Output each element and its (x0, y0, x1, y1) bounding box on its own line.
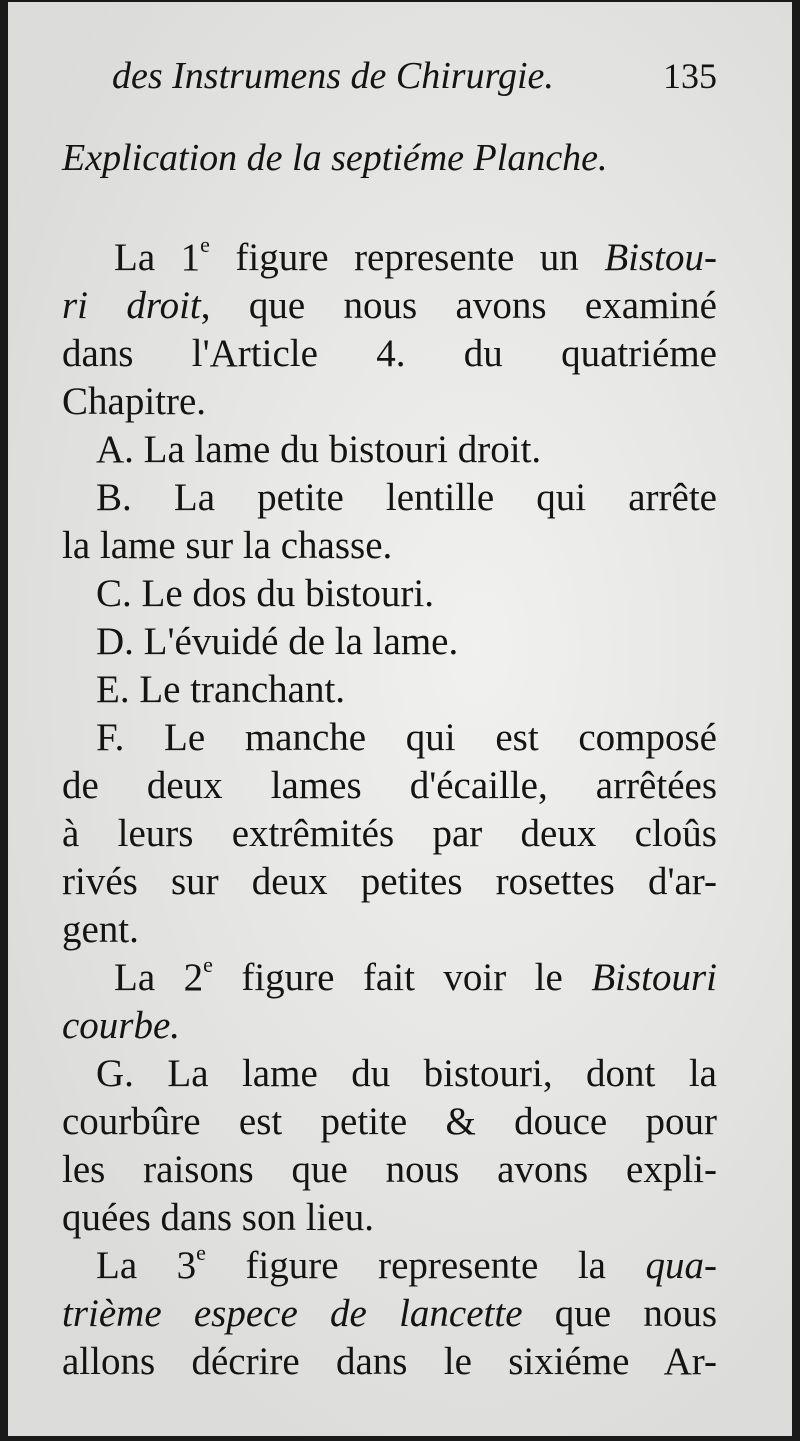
page-text (62, 46, 717, 1386)
legend-item-d: D. L'évuidé de la lame. (96, 620, 459, 663)
text-line: dans l'Article 4. du quatriéme (62, 332, 717, 375)
text-line: de deux lames d'écaille, arrêtées (62, 764, 717, 807)
text-line: allons décrire dans le sixiéme Ar- (62, 1340, 717, 1383)
legend-item-f: F. Le manche qui est composé (96, 716, 717, 759)
text-line: gent. (62, 908, 139, 951)
legend-item-a: A. La lame du bistouri droit. (96, 428, 542, 471)
text-line: La 2e figure fait voir le Bistouri (114, 952, 717, 999)
body-text (62, 234, 717, 1386)
text-line: La 3e figure represente la qua- (96, 1240, 717, 1287)
text-line: courbûre est petite & douce pour (62, 1100, 717, 1143)
text-line: trième espece de lancette que nous (62, 1292, 717, 1335)
text-line: rivés sur deux petites rosettes d'ar- (62, 860, 717, 903)
legend-item-c: C. Le dos du bistouri. (96, 572, 434, 615)
text-line: les raisons que nous avons expli- (62, 1148, 717, 1191)
page-number: 135 (663, 56, 717, 96)
text-line: à leurs extrêmités par deux cloûs (62, 812, 717, 855)
text-line: quées dans son lieu. (62, 1196, 374, 1239)
text-line: ri droit, que nous avons examiné (62, 284, 717, 327)
legend-item-g: G. La lame du bistouri, dont la (96, 1052, 717, 1095)
text-line: la lame sur la chasse. (62, 524, 393, 567)
text-line: La 1e figure represente un Bistou- (114, 232, 717, 279)
legend-item-b: B. La petite lentille qui arrête (96, 476, 717, 519)
text-line: courbe. (62, 1004, 181, 1047)
book-page (8, 2, 792, 1436)
section-heading: Explication de la septiéme Planche. (62, 137, 608, 179)
text-line: Chapitre. (62, 380, 207, 423)
running-header (62, 46, 717, 106)
running-title: des Instrumens de Chirurgie. (112, 55, 554, 97)
legend-item-e: E. Le tranchant. (96, 668, 346, 711)
